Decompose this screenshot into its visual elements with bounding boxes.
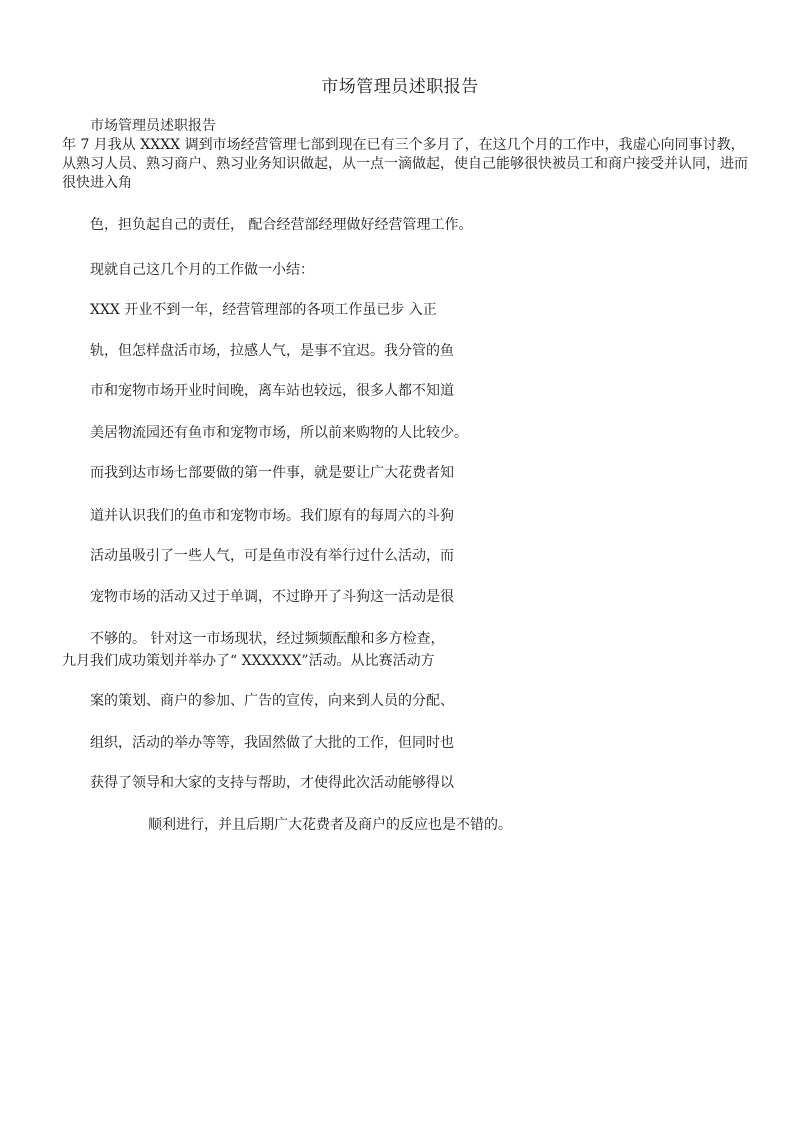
body-line: 市和宠物市场开业时间晚，离车站也较远，很多人都不知道 xyxy=(90,383,454,399)
body-line: 不够的。 针对这一市场现状，经过频频酝酿和多方检查， xyxy=(90,631,445,647)
body-line: 道并认识我们的鱼市和宠物市场。我们原有的每周六的斗狗 xyxy=(90,508,454,524)
intro-block xyxy=(62,117,752,193)
body-line: 现就自己这几个月的工作做一小结： xyxy=(90,262,314,278)
body-line: 而我到达市场七部要做的第一件事，就是要让广大花费者知 xyxy=(90,465,454,481)
document-subtitle: 市场管理员述职报告 xyxy=(90,118,216,134)
body-line: 组织，活动的举办等等，我固然做了大批的工作，但同时也 xyxy=(90,735,454,751)
body-line: 美居物流园还有鱼市和宠物市场，所以前来购物的人比较少。 xyxy=(90,425,468,441)
body-line: XXX 开业不到一年，经营管理部的各项工作虽已步 入正 xyxy=(90,302,437,318)
body-line: 活动虽吸引了一些人气，可是鱼市没有举行过什么活动，而 xyxy=(90,548,454,564)
document-title: 市场管理员述职报告 xyxy=(321,77,479,97)
body-line: 获得了领导和大家的支持与帮助，才使得此次活动能够得以 xyxy=(90,775,454,791)
intro-paragraph: 年 7 月我从 XXXX 调到市场经营管理七部到现在已有三个多月了，在这几个月的工作中，我虚心向同事讨教，从熟习人员、熟习商户、熟习业务知识做起，从一点一滴做起，使自己能够很快被员工和商户接受并认同，进而很快进入角 xyxy=(62,137,748,191)
body-line: 案的策划、商户的参加、广告的宣传，向来到人员的分配、 xyxy=(90,693,454,709)
body-line: 顺利进行，并且后期广大花费者及商户的反应也是不错的。 xyxy=(148,817,512,833)
body-line: 宠物市场的活动又过于单调，不过睁开了斗狗这一活动是很 xyxy=(90,589,454,605)
body-line: 九月我们成功策划并举办了“ XXXXXX”活动。从比赛活动方 xyxy=(62,653,435,669)
body-line: 色，担负起自己的责任， 配合经营部经理做好经营管理工作。 xyxy=(90,217,473,233)
body-line: 轨，但怎样盘活市场，拉感人气，是事不宜迟。我分管的鱼 xyxy=(90,343,454,359)
